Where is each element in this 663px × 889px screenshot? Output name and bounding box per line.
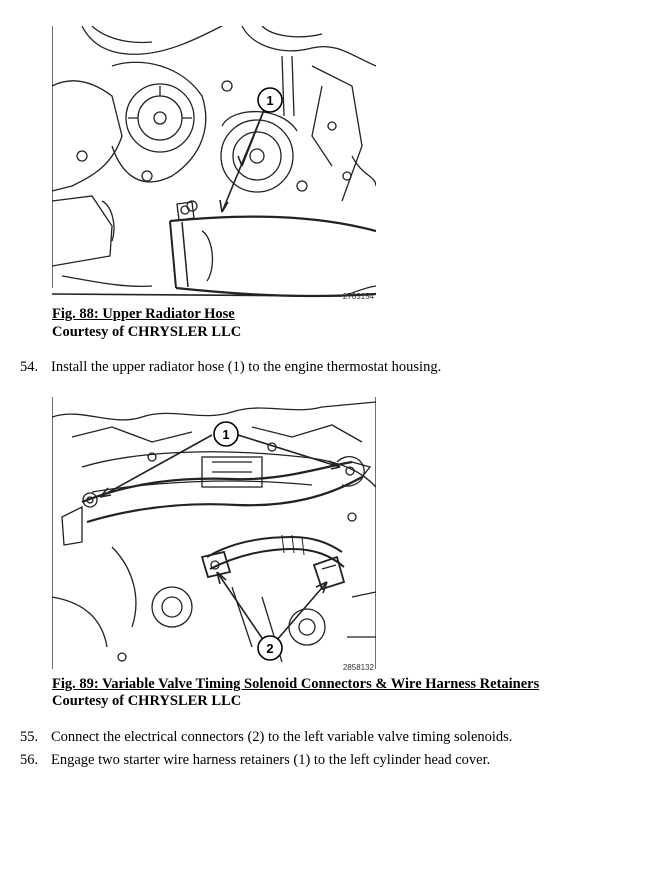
step-56 — [20, 752, 490, 769]
vvt-solenoid-connectors-drawing — [52, 397, 376, 673]
figure-89-credit: Courtesy of CHRYSLER LLC — [52, 693, 242, 709]
step-54 — [20, 359, 441, 376]
upper-radiator-hose-drawing — [52, 26, 376, 302]
step-55 — [20, 729, 512, 746]
svg-text:2: 2 — [266, 641, 274, 656]
figure-88-credit: Courtesy of CHRYSLER LLC — [52, 324, 242, 340]
callout-1 — [258, 88, 282, 112]
step-number: 55. — [20, 729, 39, 745]
figure-88-illustration — [52, 26, 376, 302]
step-text: Engage two starter wire harness retainers (1) to the left cylinder head cover. — [51, 752, 491, 768]
svg-text:1: 1 — [222, 427, 230, 442]
figure-89-illustration — [52, 397, 376, 673]
figure-88-title: Fig. 88: Upper Radiator Hose — [52, 306, 235, 322]
figure-89-title: Fig. 89: Variable Valve Timing Solenoid Connectors & Wire Harness Retainers — [52, 676, 540, 692]
figure-id: 2703154 — [342, 292, 374, 301]
svg-text:1: 1 — [266, 93, 274, 108]
figure-id: 2858132 — [342, 663, 374, 672]
step-number: 56. — [20, 752, 39, 768]
callout-2 — [258, 636, 282, 660]
callout-1 — [214, 422, 238, 446]
step-text: Connect the electrical connectors (2) to the left variable valve timing solenoids. — [51, 729, 513, 745]
step-number: 54. — [20, 359, 39, 375]
step-text: Install the upper radiator hose (1) to the engine thermostat housing. — [51, 359, 442, 375]
